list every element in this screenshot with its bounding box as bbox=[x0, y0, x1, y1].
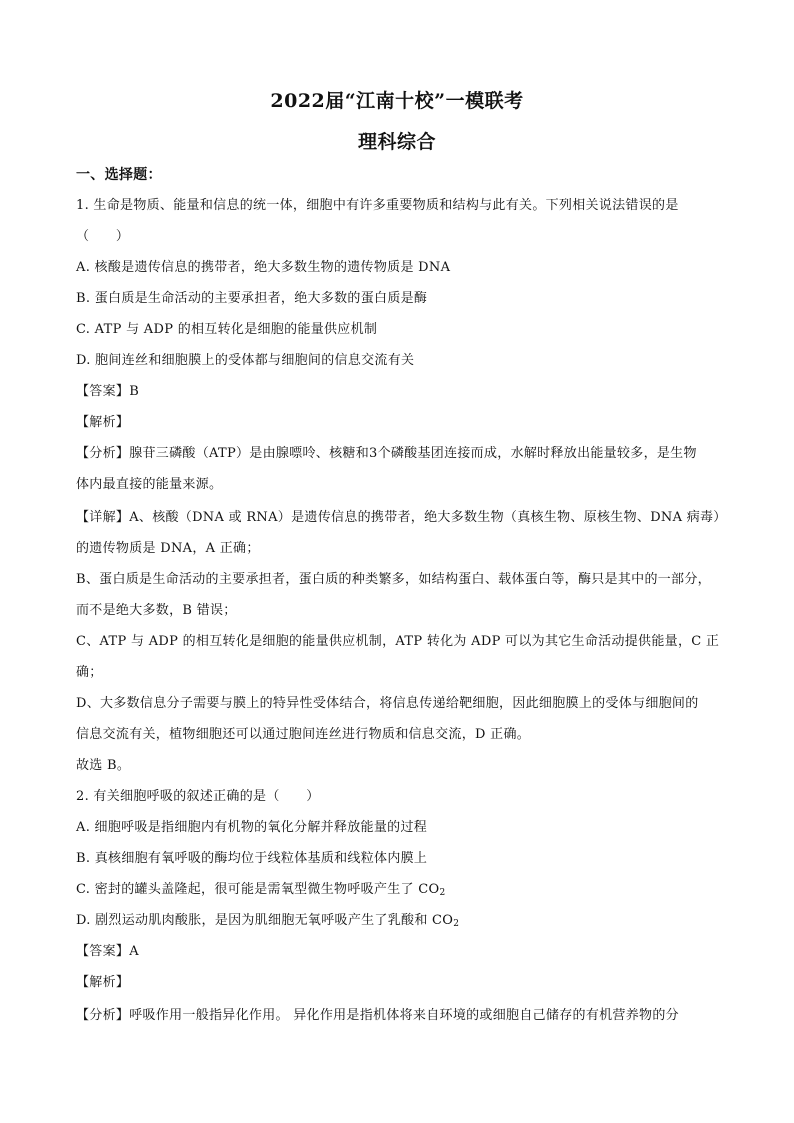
q2-option-c-text: C. 密封的罐头盖隆起，很可能是需氧型微生物呼吸产生了 CO bbox=[76, 882, 440, 897]
q2-option-c-subscript: 2 bbox=[439, 888, 446, 898]
section-heading: 一、选择题： bbox=[76, 167, 162, 183]
q1-fenxi-line-2: 体内最直接的能量来源。 bbox=[76, 477, 223, 492]
q1-stem-line-2: （ ） bbox=[76, 229, 130, 244]
q2-option-a: A. 细胞呼吸是指细胞内有机物的氧化分解并释放能量的过程 bbox=[76, 820, 428, 835]
q1-xiangjie-line-3: B、蛋白质是生命活动的主要承担者，蛋白质的种类繁多，如结构蛋白、载体蛋白等，酶只是其中的一部分， bbox=[76, 572, 711, 587]
q1-xiangjie-line-6: 确； bbox=[76, 665, 103, 680]
q2-answer: 【答案】A bbox=[76, 944, 139, 959]
q2-option-d bbox=[76, 911, 736, 931]
q1-xiangjie-line-8: 信息交流有关，植物细胞还可以通过胞间连丝进行物质和信息交流，D 正确。 bbox=[76, 727, 531, 742]
q2-option-c bbox=[76, 880, 736, 900]
q1-answer: 【答案】B bbox=[76, 384, 140, 399]
q2-analysis-label: 【解析】 bbox=[76, 975, 130, 990]
q1-xiangjie-line-4: 而不是绝大多数，B 错误； bbox=[76, 603, 237, 618]
document-subtitle: 理科综合 bbox=[357, 131, 436, 153]
q2-option-d-subscript: 2 bbox=[453, 919, 460, 929]
q1-xiangjie-line-5: C、ATP 与 ADP 的相互转化是细胞的能量供应机制，ATP 转化为 ADP 可以为其它生命活动提供能量，C 正 bbox=[76, 634, 720, 649]
q1-conclusion: 故选 B。 bbox=[76, 758, 131, 773]
q1-xiangjie-line-1: 【详解】A、核酸（DNA 或 RNA）是遗传信息的携带者，绝大多数生物（真核生物、原核生物、DNA 病毒） bbox=[76, 510, 727, 525]
document-title: 2022届“江南十校”一模联考 bbox=[270, 90, 524, 112]
q2-stem: 2. 有关细胞呼吸的叙述正确的是（ ） bbox=[76, 789, 320, 804]
q2-option-d-text: D. 剧烈运动肌肉酸胀，是因为肌细胞无氧呼吸产生了乳酸和 CO bbox=[76, 913, 454, 928]
q1-option-c: C. ATP 与 ADP 的相互转化是细胞的能量供应机制 bbox=[76, 322, 378, 337]
q1-xiangjie-line-7: D、大多数信息分子需要与膜上的特异性受体结合，将信息传递给靶细胞，因此细胞膜上的受体与细胞间的 bbox=[76, 696, 699, 711]
q1-option-a: A. 核酸是遗传信息的携带者，绝大多数生物的遗传物质是 DNA bbox=[76, 260, 451, 275]
q2-fenxi-line-1: 【分析】呼吸作用一般指异化作用。 异化作用是指机体将来自环境的或细胞自己储存的有机营养物的分 bbox=[76, 1008, 679, 1023]
q1-stem-line-1: 1. 生命是物质、能量和信息的统一体，细胞中有许多重要物质和结构与此有关。下列相关说法错误的是 bbox=[76, 198, 679, 213]
q1-option-d: D. 胞间连丝和细胞膜上的受体都与细胞间的信息交流有关 bbox=[76, 353, 415, 368]
q1-xiangjie-line-2: 的遗传物质是 DNA，A 正确； bbox=[76, 541, 260, 556]
q1-analysis-label: 【解析】 bbox=[76, 415, 130, 430]
q1-option-b: B. 蛋白质是生命活动的主要承担者，绝大多数的蛋白质是酶 bbox=[76, 291, 428, 306]
q2-option-b: B. 真核细胞有氧呼吸的酶均位于线粒体基质和线粒体内膜上 bbox=[76, 851, 428, 866]
q1-fenxi-line-1: 【分析】腺苷三磷酸（ATP）是由腺嘌呤、核糖和3个磷酸基团连接而成，水解时释放出能量较多，是生物 bbox=[76, 446, 697, 461]
